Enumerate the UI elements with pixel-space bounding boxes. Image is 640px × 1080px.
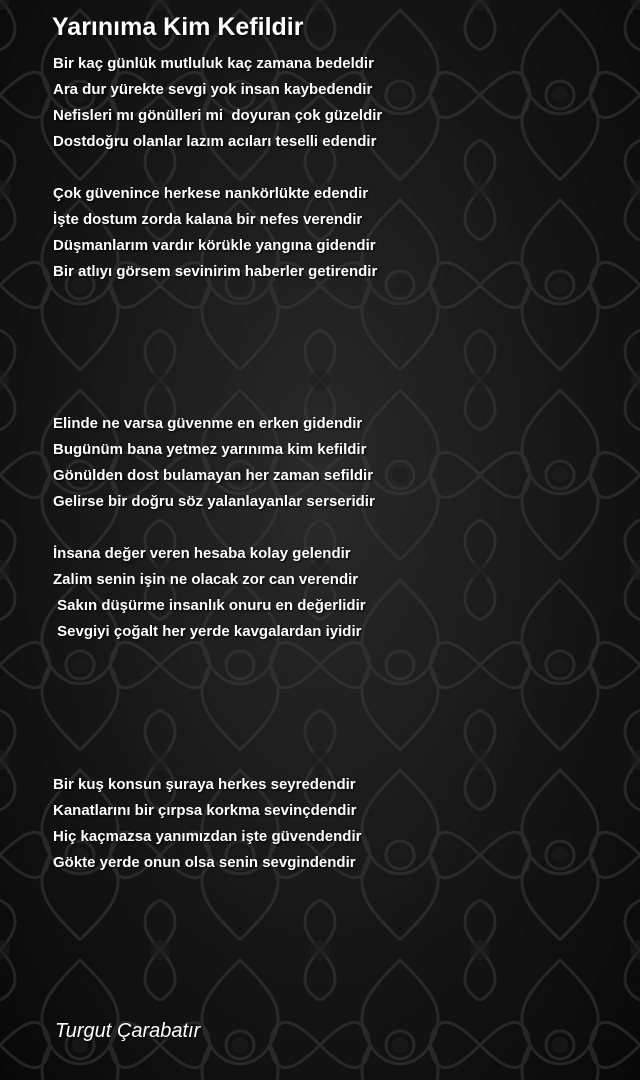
- poem-line: İnsana değer veren hesaba kolay gelendir: [53, 545, 351, 562]
- stanza-4: [53, 541, 366, 645]
- poem-line: Gönülden dost bulamayan her zaman sefildir: [53, 467, 374, 484]
- stanza-5: [53, 772, 361, 876]
- poem-line: Çok güvenince herkese nankörlükte edendir: [53, 185, 369, 202]
- stanza-2: [53, 181, 377, 285]
- poem-line: Sevgiyi çoğalt her yerde kavgalardan iyidir: [53, 623, 362, 640]
- poem-line: Bir kuş konsun şuraya herkes seyredendir: [53, 776, 356, 793]
- stanza-3: [53, 411, 375, 515]
- poem-line: Elinde ne varsa güvenme en erken gidendir: [53, 415, 363, 432]
- poem-line: Bir kaç günlük mutluluk kaç zamana bedeldir: [53, 55, 374, 72]
- poem-line: Dostdoğru olanlar lazım acıları teselli edendir: [53, 133, 377, 150]
- poem-author: Turgut Çarabatır: [55, 1020, 201, 1042]
- poem-line: Nefisleri mı gönülleri mi doyuran çok güzeldir: [53, 107, 383, 124]
- poem-line: Bir atlıyı görsem sevinirim haberler getirendir: [53, 263, 378, 280]
- stanza-1: [53, 51, 382, 155]
- poem-line: İşte dostum zorda kalana bir nefes verendir: [53, 211, 363, 228]
- poem-line: Hiç kaçmazsa yanımızdan işte güvendendir: [53, 828, 362, 845]
- poem-title: Yarınıma Kim Kefildir: [52, 13, 304, 41]
- poem-line: Gelirse bir doğru söz yalanlayanlar serseridir: [53, 493, 375, 510]
- poem-line: Düşmanlarım vardır körükle yangına gidendir: [53, 237, 376, 254]
- poem-line: Gökte yerde onun olsa senin sevgindendir: [53, 854, 356, 871]
- poem-line: Sakın düşürme insanlık onuru en değerlidir: [53, 597, 366, 614]
- poem-line: Ara dur yürekte sevgi yok insan kaybedendir: [53, 81, 373, 98]
- poem-line: Kanatlarını bir çırpsa korkma sevinçdendir: [53, 802, 357, 819]
- poem-line: Bugünüm bana yetmez yarınıma kim kefildir: [53, 441, 367, 458]
- poem-line: Zalim senin işin ne olacak zor can verendir: [53, 571, 359, 588]
